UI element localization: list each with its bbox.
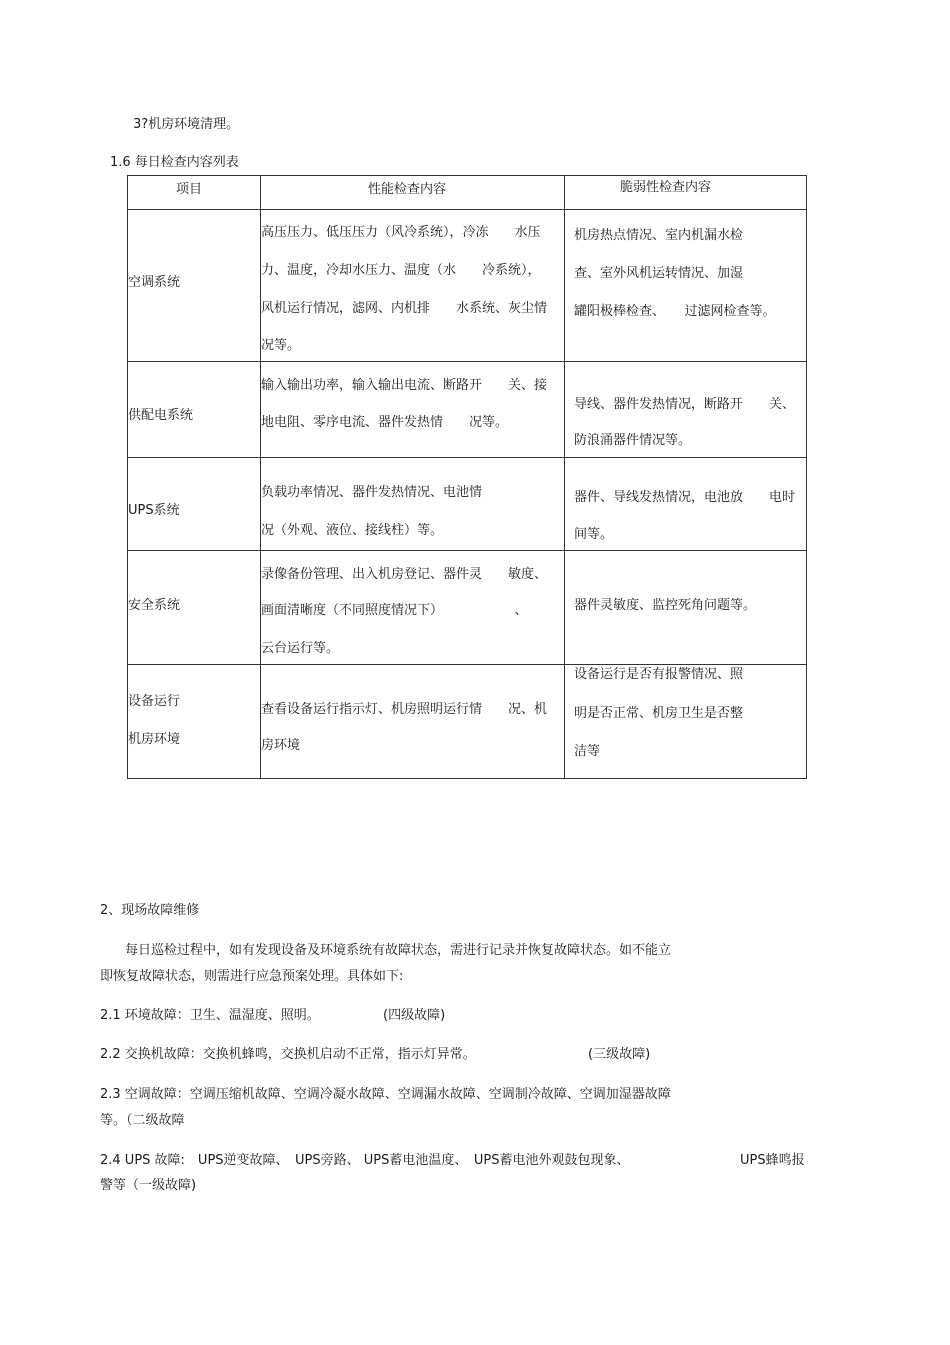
row-performance: 查看设备运行指示灯、机房照明运行情 况、机 房环境	[261, 665, 565, 779]
row-vulnerability: 器件、导线发热情况，电池放 电时 间等。	[565, 458, 807, 551]
row-vulnerability: 器件灵敏度、监控死角问题等。	[565, 551, 807, 665]
table-row	[128, 362, 807, 458]
intro-line: 3?机房环境清理。	[133, 117, 240, 132]
row-vulnerability: 导线、器件发热情况，断路开 关、 防浪涌器件情况等。	[565, 362, 807, 458]
row-performance: 录像备份管理、出入机房登记、器件灵 敏度、 画面清晰度（不同照度情况下） 、 云台运行等。	[261, 551, 565, 665]
section-2-paragraph-line-2: 即恢复故障状态，则需进行应急预案处理。具体如下:	[100, 969, 404, 984]
daily-check-table	[127, 175, 807, 779]
fault-2-2-text: 2.2 交换机故障：交换机蜂鸣，交换机启动不正常，指示灯异常。	[100, 1047, 476, 1062]
row-vulnerability: 设备运行是否有报警情况、照 明是否正常、机房卫生是否整 洁等	[565, 665, 807, 779]
fault-2-1-level: (四级故障)	[383, 1008, 446, 1023]
table-row	[128, 458, 807, 551]
row-item: 安全系统	[128, 551, 261, 665]
section-2-paragraph-line-1: 每日巡检过程中，如有发现设备及环境系统有故障状态，需进行记录并恢复故障状态。如不能立	[125, 943, 672, 958]
row-item: 设备运行 机房环境	[128, 665, 261, 779]
row-item: 空调系统	[128, 210, 261, 362]
section-2-title: 2、现场故障维修	[100, 903, 200, 918]
table-row	[128, 551, 807, 665]
section-1-6-title: 1.6 每日检查内容列表	[110, 155, 239, 170]
fault-2-4-line-1: 2.4 UPS 故障: UPS逆变故障、 UPS旁路、 UPS蓄电池温度、 UPS蓄电池外观鼓包现象、	[100, 1153, 630, 1168]
row-vulnerability: 机房热点情况、室内机漏水检 查、室外风机运转情况、加湿 罐阳极棒检查、 过滤网检查等。	[565, 210, 807, 362]
row-item: 供配电系统	[128, 362, 261, 458]
fault-2-2-level: (三级故障)	[588, 1047, 651, 1062]
header-performance: 性能检查内容	[261, 176, 565, 210]
row-performance: 输入输出功率，输入输出电流、断路开 关、接 地电阻、零序电流、器件发热情 况等。	[261, 362, 565, 458]
fault-2-1-text: 2.1 环境故障：卫生、温湿度、照明。	[100, 1008, 320, 1023]
row-performance: 负载功率情况、器件发热情况、电池情 况（外观、液位、接线柱）等。	[261, 458, 565, 551]
row-item: UPS系统	[128, 458, 261, 551]
header-item: 项目	[128, 176, 261, 210]
fault-2-4-line-2: 警等（一级故障)	[100, 1178, 197, 1193]
table-row	[128, 210, 807, 362]
fault-2-4-line-1-end: UPS蜂鸣报	[740, 1153, 805, 1168]
header-vulnerability: 脆弱性检查内容	[565, 176, 807, 210]
row-performance: 高压压力、低压压力（风冷系统），冷冻 水压 力、温度，冷却水压力、温度（水 冷系统）， 风机运行情况，滤网、内机排 水系统、灰尘情 况等。	[261, 210, 565, 362]
fault-2-3-line-1: 2.3 空调故障：空调压缩机故障、空调冷凝水故障、空调漏水故障、空调制冷故障、空调加湿器故障	[100, 1087, 671, 1102]
table-header-row	[128, 176, 807, 210]
fault-2-3-line-2: 等。（二级故障	[100, 1113, 185, 1128]
table-row	[128, 665, 807, 779]
